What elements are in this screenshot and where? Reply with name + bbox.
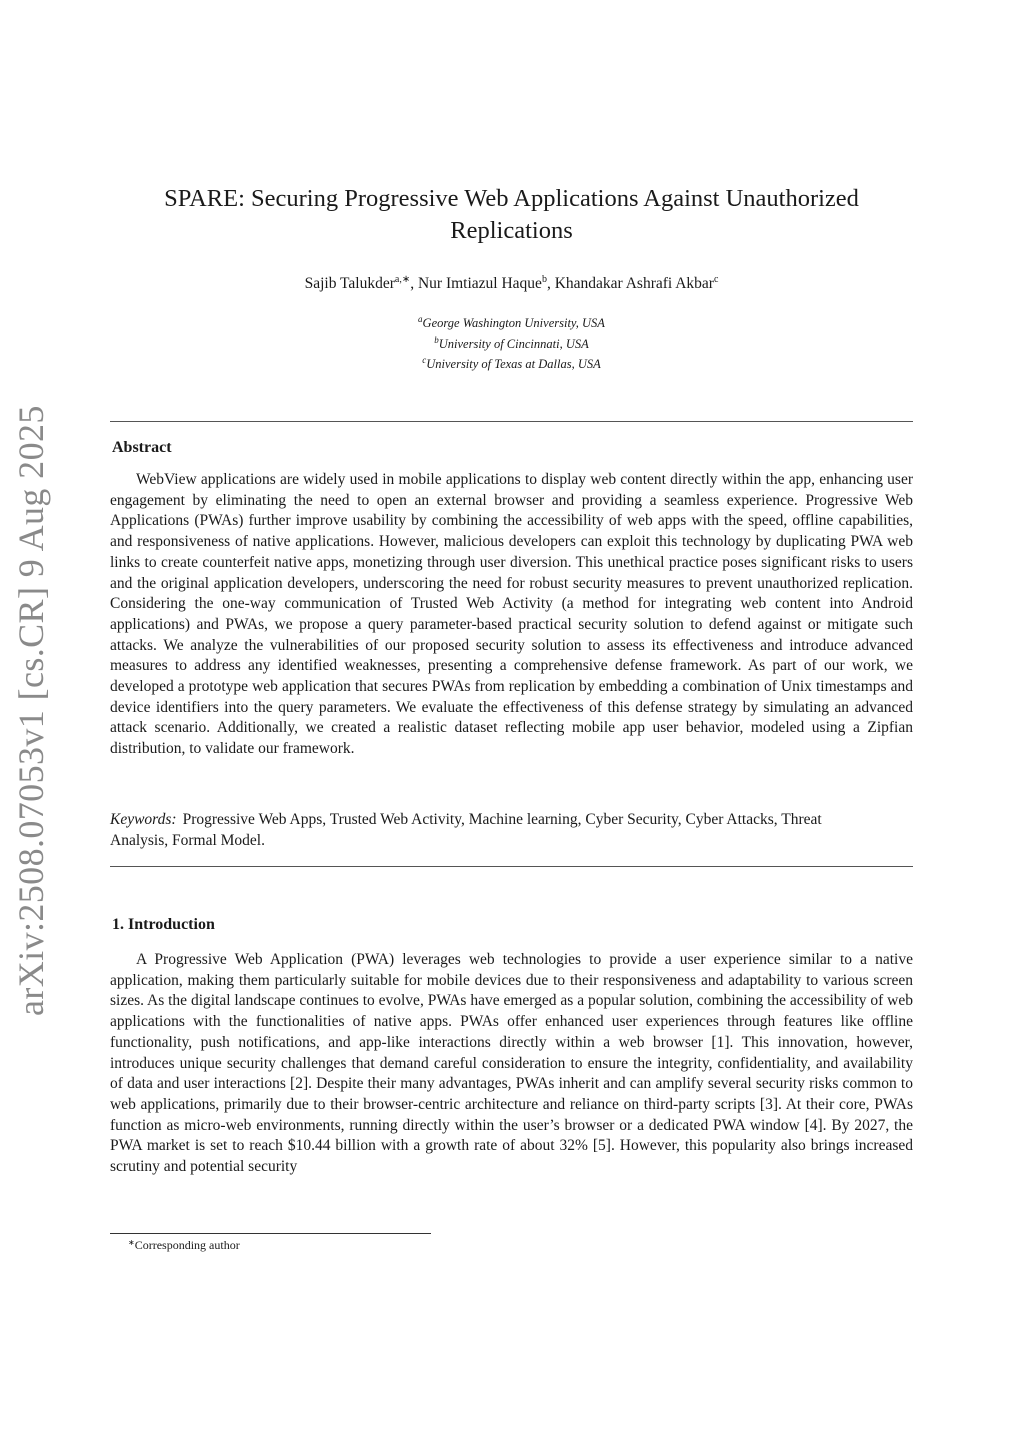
introduction-text: A Progressive Web Application (PWA) leverages web technologies to provide a user experience similar to a native application, making them particularly suitable for mobile devices due to their responsiveness and adaptability to various screen sizes. As the digital landscape continues to evolve, PWAs have emerged as a popular solution, combining the accessibility of web applications with the functionalities of native apps. PWAs offer enhanced user experiences through features like offline functionality, push notifications, and app-like interactions directly within a web browser [1]. This innovation, however, introduces unique security challenges that demand careful consideration to ensure the integrity, confidentiality, and availability of data and user interactions [2]. Despite their many advantages, PWAs inherit and can amplify several security risks common to web applications, primarily due to their browser-centric architecture and reliance on third-party scripts [3]. At their core, PWAs function as micro-web environments, running directly within the user’s browser or a dedicated PWA window [4]. By 2027, the PWA market is set to reach $10.44 billion with a growth rate of about 32% [5]. However, this popularity also brings increased scrutiny and potential security (110, 951, 913, 1176)
affiliation (110, 311, 913, 332)
abstract-heading: Abstract (112, 439, 172, 456)
footnote-divider (110, 1233, 431, 1234)
affiliation-mark: c (422, 355, 427, 365)
introduction-heading: 1. Introduction (112, 916, 215, 933)
affiliation (110, 352, 913, 373)
author-list: Sajib Talukder$^{a,∗}$, Nur Imtiazul Haque$^b$, Khandakar Ashrafi Akbar$^c$ (304, 274, 719, 292)
affiliation-name: University of Cincinnati, USA (438, 336, 589, 351)
bottom-divider (110, 866, 913, 867)
affiliation-mark: b (434, 334, 439, 345)
affiliation-mark: a (418, 314, 423, 324)
footnote (128, 1238, 240, 1253)
author-marks: c (713, 274, 719, 285)
keywords (110, 810, 870, 851)
author-name: Sajib Talukder (304, 275, 395, 292)
abstract-text: WebView applications are widely used in mobile applications to display web content directly within the app, enhancing user engagement by eliminating the need to open an external browser and providing a seamless experience. Progressive Web Applications (PWAs) further improve usability by combining the accessibility of web apps with the speed, offline capabilities, and responsiveness of native applications. However, malicious developers can exploit this technology by duplicating PWA web links to create counterfeit native apps, monetizing through user diversion. This unethical practice poses significant risks to users and the original application developers, underscoring the need for robust security measures to prevent unauthorized replication. Considering the one-way communication of Trusted Web Activity (a method for integrating web content into Android applications) and PWAs, we propose a query parameter-based practical security solution to defend against or mitigate such attacks. We analyze the vulnerabilities of our proposed security solution to assess its effectiveness and introduce advanced measures to address any identified weaknesses, presenting a comprehensive defense framework. As part of our work, we developed a prototype web application that secures PWAs from replication by embedding a combination of Unix timestamps and device identifiers into the query parameters. We evaluate the effectiveness of this defense strategy by simulating an advanced attack scenario. Additionally, we created a realistic dataset reflecting mobile app user behavior, modeled using a Zipfian distribution, to validate our framework. (110, 471, 913, 758)
author-name: Khandakar Ashrafi Akbar (554, 275, 714, 292)
affiliation-list (110, 311, 913, 373)
top-divider (110, 421, 913, 422)
paper-title: SPARE: Securing Progressive Web Applications Against Unauthorized Replications (164, 185, 859, 244)
affiliation (110, 332, 913, 353)
footnote-text: Corresponding author (134, 1238, 240, 1252)
affiliation-name: University of Texas at Dallas, USA (426, 357, 601, 371)
author-name: Nur Imtiazul Haque (417, 275, 542, 292)
arxiv-identifier: arXiv:2508.07053v1 [cs.CR] 9 Aug 2025 (11, 405, 51, 1016)
keywords-label: Keywords: (110, 811, 177, 828)
footnote-mark: ∗ (128, 1238, 135, 1247)
author-marks: b (541, 274, 547, 285)
author-marks: a,∗ (394, 274, 411, 285)
keywords-text: Progressive Web Apps, Trusted Web Activity, Machine learning, Cyber Security, Cyber Attacks, Threat Analysis, Formal Model. (110, 811, 822, 849)
affiliation-name: George Washington University, USA (422, 316, 605, 330)
